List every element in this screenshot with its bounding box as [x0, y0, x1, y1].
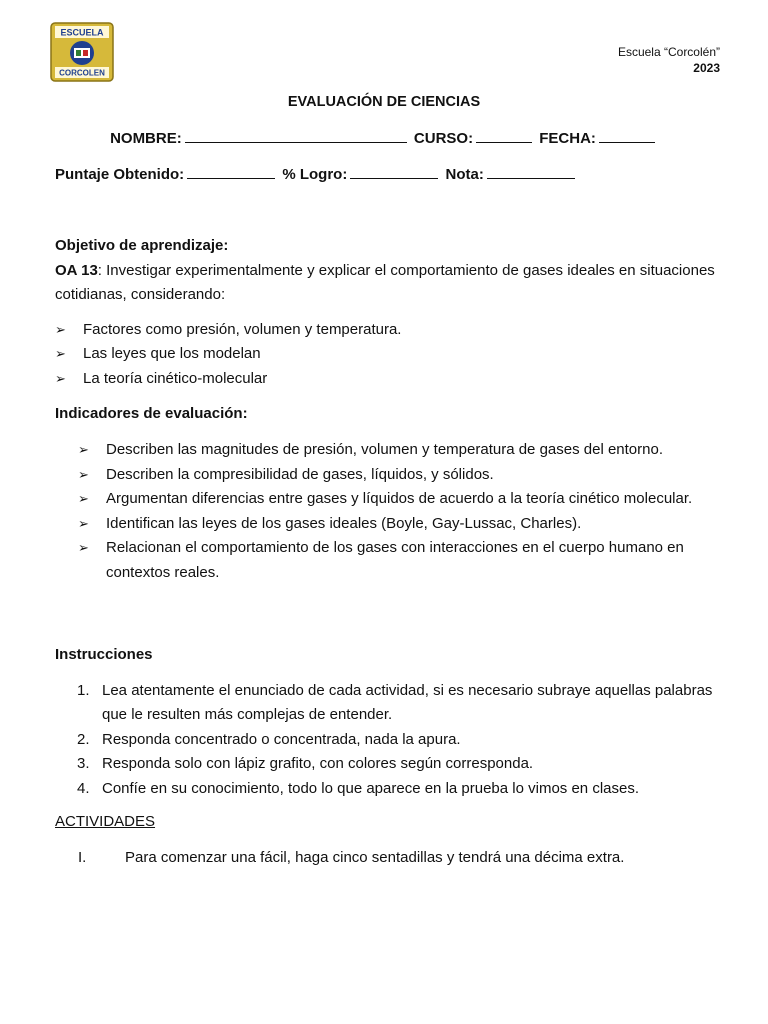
list-item: 4. Confíe en su conocimiento, todo lo que aparece en la prueba lo vimos en clases. [77, 779, 639, 797]
actividad-text: Para comenzar una fácil, haga cinco sentadillas y tendrá una décima extra. [125, 849, 625, 866]
list-item: ➢ Relacionan el comportamiento de los gases con interacciones en el cuerpo humano en contextos reales. [78, 536, 728, 585]
instrucciones-heading: Instrucciones [55, 646, 153, 663]
list-item: ➢ Describen las magnitudes de presión, volumen y temperatura de gases del entorno. [78, 438, 728, 463]
curso-label: CURSO: [413, 130, 474, 147]
actividad-number: I. [78, 849, 87, 866]
nota-label: Nota: [445, 166, 484, 183]
indicadores-heading: Indicadores de evaluación: [55, 405, 248, 422]
indicadores-section [55, 402, 715, 427]
actividades-section [55, 810, 715, 835]
indicadores-list [78, 438, 728, 585]
list-item: 3. Responda solo con lápiz grafito, con colores según corresponda. [77, 755, 534, 772]
puntaje-field[interactable] [187, 166, 275, 179]
svg-text:ESCUELA: ESCUELA [60, 27, 104, 38]
arrow-bullet-icon: ➢ [55, 370, 66, 386]
nombre-field[interactable] [185, 130, 407, 143]
objetivo-list [55, 318, 715, 392]
actividades-heading: ACTIVIDADES [55, 813, 156, 830]
curso-field[interactable] [476, 130, 532, 143]
arrow-bullet-icon: ➢ [78, 540, 89, 555]
list-item: ➢ Argumentan diferencias entre gases y líquidos de acuerdo a la teoría cinético molecular. [78, 487, 728, 512]
page-title: EVALUACIÓN DE CIENCIAS [287, 94, 481, 110]
score-row [55, 166, 578, 183]
school-logo [50, 22, 114, 82]
arrow-bullet-icon: ➢ [78, 491, 89, 506]
list-item: ➢ Identifican las leyes de los gases ideales (Boyle, Gay-Lussac, Charles). [78, 512, 728, 537]
school-header [618, 44, 720, 76]
list-item: ➢ Las leyes que los modelan [55, 342, 715, 367]
objetivo-code: OA 13 [55, 261, 98, 279]
logro-label: % Logro: [282, 166, 348, 183]
arrow-bullet-icon: ➢ [55, 346, 66, 361]
list-item: 1. Lea atentamente el enunciado de cada actividad, si es necesario subraye aquellas palabras que le resulten más complejas de entender. [77, 681, 713, 723]
list-item: ➢ La teoría cinético-molecular [55, 367, 715, 392]
objetivo-text [55, 259, 715, 308]
objetivo-heading: Objetivo de aprendizaje: [55, 237, 229, 254]
nombre-label: NOMBRE: [110, 130, 182, 147]
instrucciones-section [55, 643, 715, 801]
school-name: Escuela “Corcolén” [617, 45, 720, 59]
indicadores-list-wrap [78, 438, 728, 585]
fecha-field[interactable] [599, 130, 655, 143]
objetivo-description: : Investigar experimentalmente y explicar el comportamiento de gases ideales en situaciones cotidianas, considerando: [55, 261, 715, 303]
school-year: 2023 [693, 61, 720, 75]
list-item: 2. Responda concentrado o concentrada, nada la apura. [77, 730, 461, 748]
nota-field[interactable] [487, 166, 575, 179]
list-item: ➢ Describen la compresibilidad de gases, líquidos, y sólidos. [78, 463, 728, 488]
fecha-label: FECHA: [539, 130, 596, 147]
student-info-row [0, 130, 768, 147]
objetivo-section [55, 234, 715, 391]
arrow-bullet-icon: ➢ [78, 442, 89, 457]
svg-text:CORCOLEN: CORCOLEN [59, 68, 105, 78]
arrow-bullet-icon: ➢ [55, 321, 66, 337]
logro-field[interactable] [350, 166, 438, 179]
arrow-bullet-icon: ➢ [78, 515, 89, 531]
list-item: ➢ Factores como presión, volumen y temperatura. [55, 318, 715, 343]
instrucciones-list [55, 679, 715, 802]
arrow-bullet-icon: ➢ [78, 466, 89, 482]
puntaje-label: Puntaje Obtenido: [55, 166, 185, 183]
